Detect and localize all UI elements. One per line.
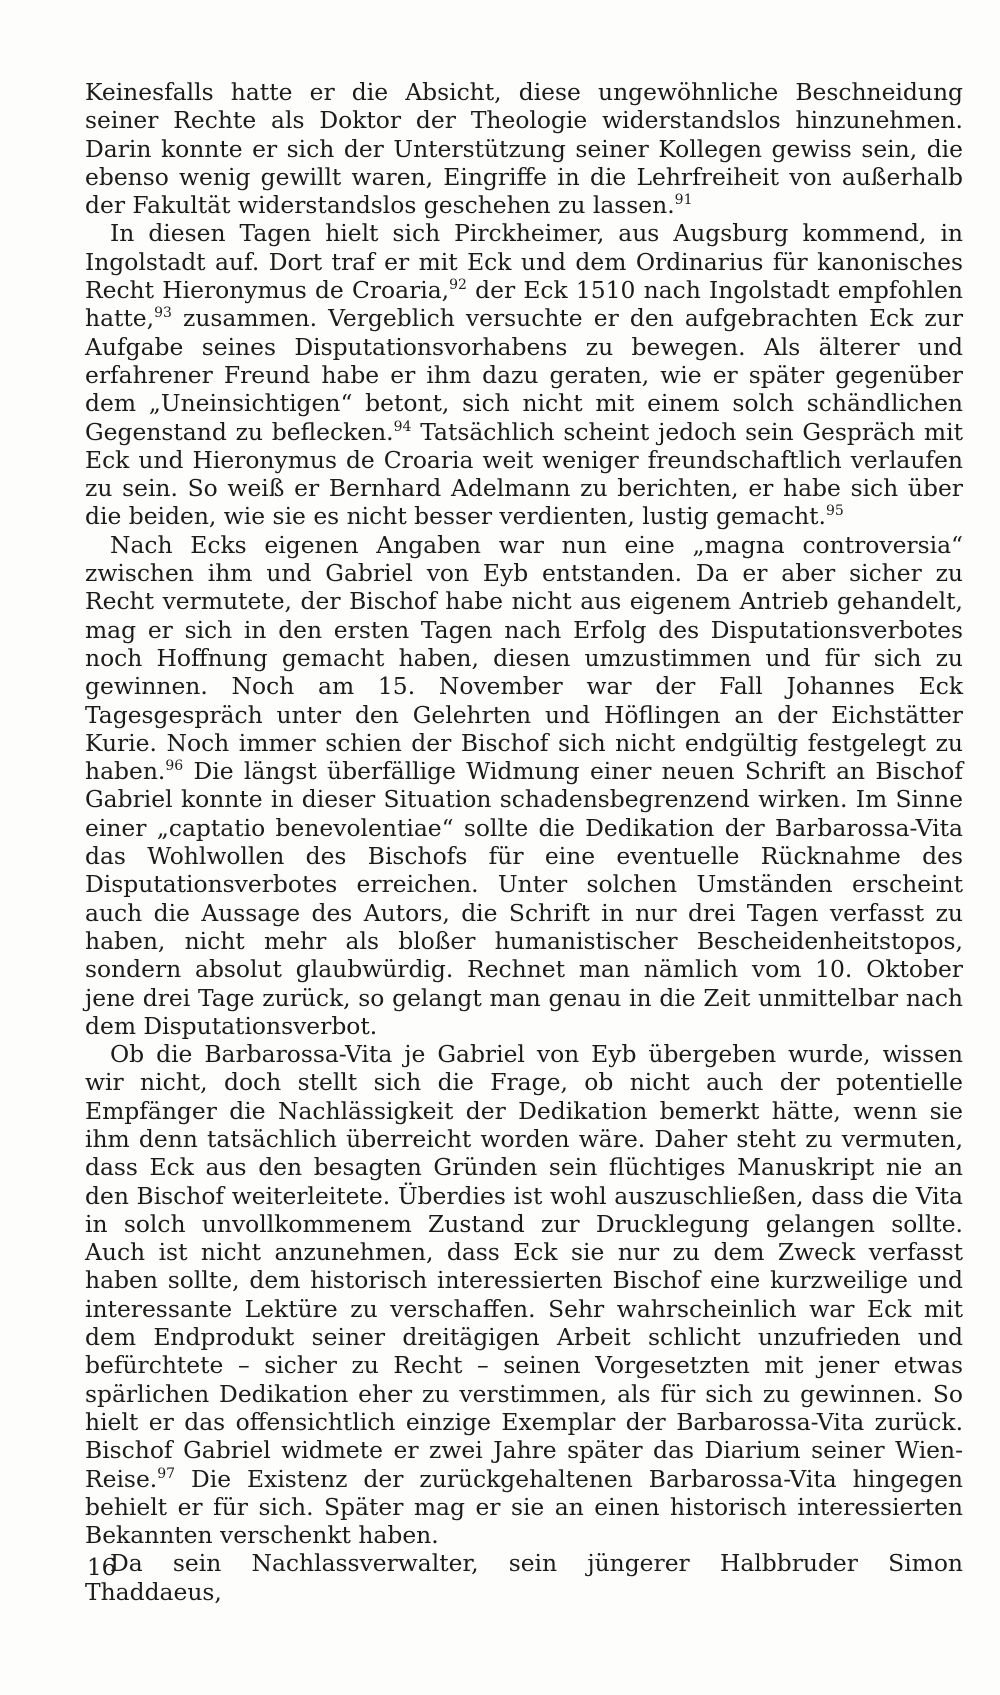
page-number: 16 bbox=[87, 1555, 117, 1581]
paragraph-text: der Eck 1510 nach Ingolstadt empfohlen hatte, bbox=[85, 276, 963, 333]
body-text bbox=[85, 78, 963, 1606]
paragraph-text: Keinesfalls hatte er die Absicht, diese ungewöhnliche Beschneidung seiner Rechte als Doktor der Theologie widerstandslos hinzunehmen. Darin konnte er sich der Unterstützung seiner Kollegen gewiss sein, die ebenso wenig gewillt waren, Eingriffe in die Lehrfreiheit von außerhalb der Fakultät widerstandslos geschehen zu lassen. bbox=[85, 78, 963, 220]
paragraph bbox=[85, 78, 963, 219]
paragraph-text: Die Existenz der zurückgehaltenen Barbarossa-Vita hingegen behielt er für sich. Später mag er sie an einen historisch interessierten Bekannten verschenkt haben. bbox=[85, 1464, 963, 1550]
paragraph-text: Tatsächlich scheint jedoch sein Gespräch mit Eck und Hieronymus de Croaria weit weniger freundschaftlich verlaufen zu sein. So weiß er Bernhard Adelmann zu berichten, er habe sich über die beiden, wie sie es nicht besser verdienten, lustig gemacht. bbox=[85, 417, 963, 531]
footnote-marker: 92 bbox=[449, 277, 467, 294]
footnote-marker: 91 bbox=[674, 192, 693, 209]
paragraph-text: zusammen. Vergeblich versuchte er den aufgebrachten Eck zur Aufgabe seines Disputationsvorhabens zu bewegen. Als älterer und erfahrener Freund habe er ihm dazu geraten, wie er später gegenüber dem „Uneinsichtigen“ betont, sich nicht mit einem solch schändlichen Gegenstand zu beflecken. bbox=[85, 304, 963, 446]
footnote-marker: 97 bbox=[157, 1465, 176, 1482]
paragraph-text: In diesen Tagen hielt sich Pirckheimer, aus Augsburg kommend, in Ingolstadt auf. Dort traf er mit Eck und dem Ordinarius für kanonisches Recht Hieronymus de Croaria, bbox=[85, 219, 963, 305]
footnote-marker: 96 bbox=[165, 758, 184, 775]
paragraph-text: Ob die Barbarossa-Vita je Gabriel von Eyb übergeben wurde, wissen wir nicht, doch stellt sich die Frage, ob nicht auch der potentielle Empfänger die Nachlässigkeit der Dedikation bemerkt hätte, wenn sie ihm denn tatsächlich überreicht worden wäre. Daher steht zu vermuten, dass Eck aus den besagten Gründen sein flüchtiges Manuskript nie an den Bischof weiterleitete. Überdies ist wohl auszuschließen, dass die Vita in solch unvollkommenem Zustand zur Drucklegung gelangen sollte. Auch ist nicht anzunehmen, dass Eck sie nur zu dem Zweck verfasst haben sollte, dem historisch interessierten Bischof eine kurzweilige und interessante Lektüre zu verschaffen. Sehr wahrscheinlich war Eck mit dem Endprodukt seiner dreitägigen Arbeit schlicht unzufrieden und befürchtete – sicher zu Recht – seinen Vorgesetzten mit jener etwas spärlichen Dedikation eher zu verstimmen, als für sich zu gewinnen. So hielt er das offensichtlich einzige Exemplar der Barbarossa-Vita zurück. Bischof Gabriel widmete er zwei Jahre später das Diarium seiner Wien-Reise. bbox=[85, 1040, 963, 1493]
paragraph-text: Die längst überfällige Widmung einer neuen Schrift an Bischof Gabriel konnte in dieser Situation schadensbegrenzend wirken. Im Sinne einer „captatio benevolentiae“ sollte die Dedikation der Barbarossa-Vita das Wohlwollen des Bischofs für eine eventuelle Rücknahme des Disputationsverbotes erreichen. Unter solchen Umständen erscheint auch die Aussage des Autors, die Schrift in nur drei Tagen verfasst zu haben, nicht mehr als bloßer humanistischer Bescheidenheitstopos, sondern absolut glaubwürdig. Rechnet man nämlich vom 10. Oktober jene drei Tage zurück, so gelangt man genau in die Zeit unmittelbar nach dem Disputationsverbot. bbox=[85, 757, 963, 1040]
paragraph-text: Da sein Nachlassverwalter, sein jüngerer Halbbruder Simon Thaddaeus, bbox=[85, 1549, 963, 1606]
paragraph bbox=[85, 531, 963, 1040]
paragraph-text: Nach Ecks eigenen Angaben war nun eine „magna controversia“ zwischen ihm und Gabriel von Eyb entstanden. Da er aber sicher zu Recht vermutete, der Bischof habe nicht aus eigenem Antrieb gehandelt, mag er sich in den ersten Tagen nach Erfolg des Disputationsverbotes noch Hoffnung gemacht haben, diesen umzustimmen und für sich zu gewinnen. Noch am 15. November war der Fall Johannes Eck Tagesgespräch unter den Gelehrten und Höflingen an der Eichstätter Kurie. Noch immer schien der Bischof sich nicht endgültig festgelegt zu haben. bbox=[85, 530, 963, 786]
footnote-marker: 93 bbox=[154, 305, 172, 322]
paragraph bbox=[85, 219, 963, 530]
paragraph bbox=[85, 1549, 963, 1606]
paragraph bbox=[85, 1040, 963, 1549]
footnote-marker: 95 bbox=[826, 503, 844, 520]
footnote-marker: 94 bbox=[393, 418, 412, 435]
